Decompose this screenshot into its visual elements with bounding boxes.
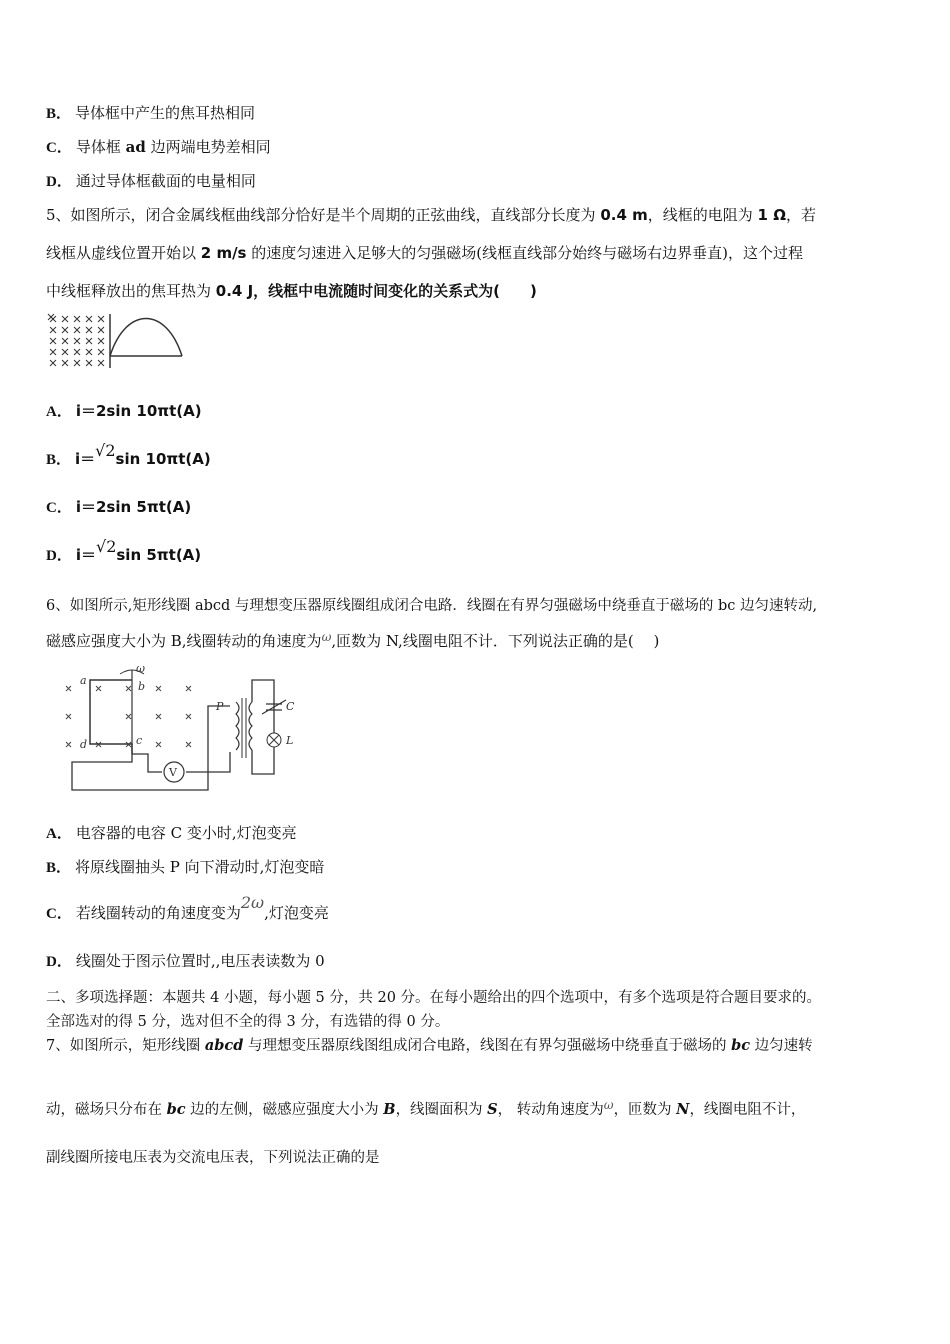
- label-c: c: [136, 734, 143, 747]
- field-cross: [86, 360, 92, 366]
- q6-option-b: B． 将原线圈抽头 P 向下滑动时,灯泡变暗: [46, 858, 325, 876]
- q7-stem-line2: 动，磁场只分布在 bc 边的左侧，磁感应强度大小为 B，线圈面积为 S， 转动角速度为$^\omega$，匝数为 N，线圈电阻不计，: [46, 1098, 806, 1118]
- q6-stem-line1: 6、如图所示,矩形线圈 abcd 与理想变压器原线圈组成闭合电路．线圈在有界匀强磁场中绕垂直于磁场的 bc 边匀速转动,: [46, 598, 818, 614]
- field-cross: [86, 338, 92, 344]
- label-voltmeter: V: [169, 766, 177, 779]
- label-omega: ω: [136, 662, 145, 675]
- field-cross: [96, 686, 101, 691]
- field-cross: [50, 316, 56, 322]
- q5-option-c: C． i＝2sin 5πt(A): [46, 498, 192, 516]
- field-cross: [66, 686, 71, 691]
- field-cross: [62, 316, 68, 322]
- primary-coil: [236, 702, 239, 750]
- field-cross: [74, 360, 80, 366]
- section2-line1: 二、多项选择题：本题共 4 小题，每小题 5 分，共 20 分。在每小题给出的四个选项中，有多个选项是符合题目要求的。: [46, 990, 822, 1006]
- q6-stem-line2: 磁感应强度大小为 B,线圈转动的角速度为$^\omega$,匝数为 N,线圈电阻不计．下列说法正确的是( ): [46, 630, 660, 650]
- field-cross: [126, 714, 131, 719]
- label-d: d: [80, 738, 88, 751]
- field-cross: [74, 327, 80, 333]
- field-cross: [50, 349, 56, 355]
- q6-option-d: D． 线圈处于图示位置时,,电压表读数为 0: [46, 952, 325, 970]
- field-cross: [66, 742, 71, 747]
- field-cross: [186, 742, 191, 747]
- field-cross: [98, 360, 104, 366]
- q4-option-c: C． 导体框 ad 边两端电势差相同: [46, 138, 271, 156]
- q4-option-d: D． 通过导体框截面的电量相同: [46, 172, 256, 190]
- section2-line2: 全部选对的得 5 分，选对但不全的得 3 分，有选错的得 0 分。: [46, 1014, 450, 1030]
- q5-option-d: D． i＝√2sin 5πt(A): [46, 537, 202, 564]
- frame-sine-curve: [110, 319, 182, 357]
- q5-stem-line3: 中线框释放出的焦耳热为 0.4 J，线框中电流随时间变化的关系式为( ): [46, 282, 537, 300]
- q6-option-c: C． 若线圈转动的角速度变为2ω,灯泡变亮: [46, 893, 329, 922]
- circuit-wire: [72, 706, 230, 790]
- q5-option-a: A． i＝2sin 10πt(A): [46, 402, 202, 420]
- label-a: a: [80, 674, 87, 687]
- q7-stem-line1: 7、如图所示，矩形线圈 abcd 与理想变压器原线图组成闭合电路，线图在有界匀强磁场中绕垂直于磁场的 bc 边匀速转: [46, 1037, 813, 1054]
- secondary-coil: [249, 702, 252, 750]
- field-cross: [66, 714, 71, 719]
- field-cross: [50, 327, 56, 333]
- field-cross: [62, 349, 68, 355]
- field-cross: [156, 686, 161, 691]
- field-cross: [62, 360, 68, 366]
- q6-figure: [60, 662, 310, 800]
- field-cross: [156, 714, 161, 719]
- label-p: P: [216, 700, 224, 713]
- q6-option-a: A． 电容器的电容 C 变小时,灯泡变亮: [46, 824, 297, 842]
- field-cross: [86, 349, 92, 355]
- label-b: b: [138, 680, 146, 693]
- field-cross: [74, 338, 80, 344]
- field-cross: [98, 338, 104, 344]
- q5-option-b: B． i＝√2sin 10πt(A): [46, 441, 211, 468]
- field-cross: [86, 316, 92, 322]
- field-cross: [156, 742, 161, 747]
- q5-figure: [46, 312, 188, 372]
- field-cross: [50, 338, 56, 344]
- field-cross: [126, 686, 131, 691]
- field-cross: [62, 338, 68, 344]
- field-cross: [74, 316, 80, 322]
- q5-stem-line2: 线框从虚线位置开始以 2 m/s 的速度匀速进入足够大的匀强磁场(线框直线部分始终与磁场右边界垂直)，这个过程: [46, 244, 803, 262]
- field-cross: [98, 327, 104, 333]
- q5-stem-line1: 5、如图所示，闭合金属线框曲线部分恰好是半个周期的正弦曲线，直线部分长度为 0.4 m，线框的电阻为 1 Ω，若: [46, 206, 816, 224]
- field-cross: [50, 360, 56, 366]
- field-cross: [74, 349, 80, 355]
- field-cross: [186, 686, 191, 691]
- label-lamp: L: [286, 734, 294, 747]
- field-cross: [98, 349, 104, 355]
- field-cross: [62, 327, 68, 333]
- q4-option-b: B． 导体框中产生的焦耳热相同: [46, 104, 256, 122]
- field-cross: [186, 714, 191, 719]
- field-cross: [98, 316, 104, 322]
- label-capacitor: C: [286, 700, 295, 713]
- q7-stem-line3: 副线圈所接电压表为交流电压表，下列说法正确的是: [46, 1150, 380, 1166]
- secondary-wire: [252, 680, 274, 774]
- field-cross: [86, 327, 92, 333]
